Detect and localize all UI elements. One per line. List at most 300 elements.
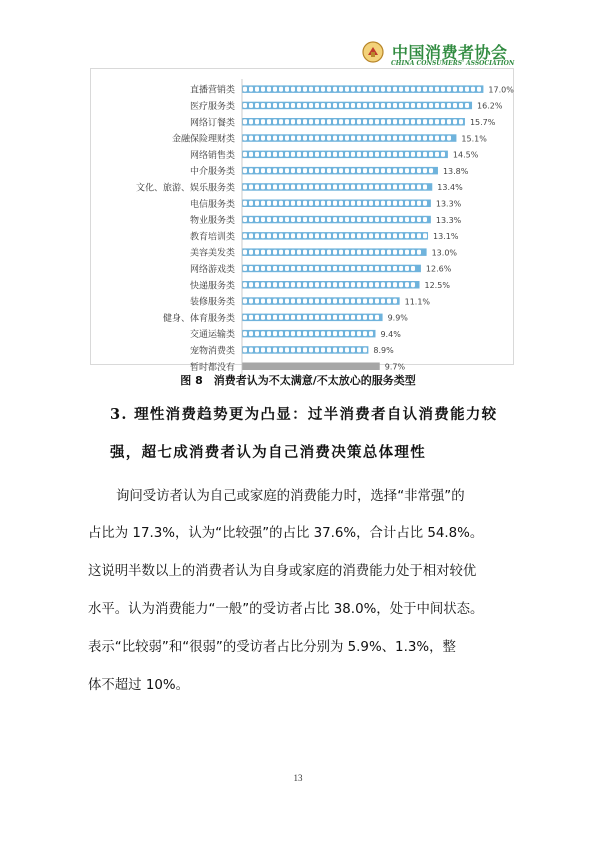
- category-label: 金融保险理财类: [171, 134, 235, 145]
- bar-pattern-cell: [315, 136, 319, 141]
- bar-pattern-cell: [363, 201, 367, 206]
- bar-pattern-cell: [369, 185, 373, 190]
- bar-pattern-cell: [333, 217, 337, 222]
- bar-pattern-cell: [351, 250, 355, 255]
- bar-pattern-cell: [381, 299, 385, 304]
- bar-pattern-cell: [285, 87, 289, 92]
- bar-pattern-cell: [267, 331, 271, 336]
- bar-pattern-cell: [423, 87, 427, 92]
- bar-pattern-cell: [393, 250, 397, 255]
- bar-pattern-cell: [399, 103, 403, 108]
- bar-pattern-cell: [417, 168, 421, 173]
- bar-pattern-cell: [309, 201, 313, 206]
- bar-pattern-cell: [279, 233, 283, 238]
- bar-pattern-cell: [387, 250, 391, 255]
- body-line-3: 这说明半数以上的消费者认为自身或家庭的消费能力处于相对较优: [88, 564, 477, 579]
- bar-pattern-cell: [411, 87, 415, 92]
- bar-pattern-cell: [261, 119, 265, 124]
- bar-pattern-cell: [297, 136, 301, 141]
- category-label: 宠物消费类: [189, 346, 235, 357]
- bar-pattern-cell: [429, 87, 433, 92]
- bar-pattern-cell: [321, 185, 325, 190]
- bar-pattern-cell: [291, 233, 295, 238]
- bar-pattern-cell: [369, 87, 373, 92]
- bar-pattern-cell: [459, 119, 463, 124]
- bar-pattern-cell: [273, 152, 277, 157]
- bar-pattern-cell: [297, 315, 301, 320]
- bar-pattern-cell: [243, 233, 247, 238]
- bar-pattern-cell: [315, 282, 319, 287]
- bar-pattern-cell: [333, 282, 337, 287]
- bar-pattern-cell: [381, 87, 385, 92]
- bar-pattern-cell: [363, 152, 367, 157]
- bar-pattern-cell: [423, 119, 427, 124]
- bar-pattern-cell: [249, 299, 253, 304]
- bar-pattern-cell: [273, 217, 277, 222]
- bar-pattern-cell: [327, 87, 331, 92]
- bar-pattern-cell: [411, 168, 415, 173]
- bar-pattern-cell: [315, 152, 319, 157]
- bar-pattern-cell: [303, 217, 307, 222]
- bar-pattern-cell: [345, 315, 349, 320]
- value-label: 13.0%: [431, 248, 458, 258]
- bar-pattern-cell: [357, 136, 361, 141]
- bar-pattern-cell: [411, 217, 415, 222]
- bar-pattern-cell: [339, 282, 343, 287]
- bar-pattern-cell: [417, 233, 421, 238]
- bar-pattern-cell: [291, 299, 295, 304]
- bar-pattern-cell: [333, 136, 337, 141]
- bar-pattern-cell: [351, 217, 355, 222]
- bar-pattern-cell: [387, 201, 391, 206]
- bar-pattern-cell: [351, 87, 355, 92]
- bar-pattern-cell: [339, 266, 343, 271]
- bar-pattern-cell: [399, 282, 403, 287]
- chart-frame: [90, 68, 514, 373]
- category-label: 网络游戏类: [189, 264, 235, 275]
- bar-pattern-cell: [351, 168, 355, 173]
- bar-pattern-cell: [333, 201, 337, 206]
- bar-pattern-cell: [255, 266, 259, 271]
- bar-pattern-cell: [285, 266, 289, 271]
- bar-pattern-cell: [393, 152, 397, 157]
- bar-pattern-cell: [321, 168, 325, 173]
- bar-pattern-cell: [291, 185, 295, 190]
- bar-pattern-cell: [321, 250, 325, 255]
- bar-pattern-cell: [417, 217, 421, 222]
- bar-pattern-cell: [321, 331, 325, 336]
- bar-pattern-cell: [387, 152, 391, 157]
- body-line-4: 水平。认为消费能力“一般”的受访者占比 38.0%，处于中间状态。: [88, 602, 484, 617]
- bar-pattern-cell: [399, 217, 403, 222]
- bar-pattern-cell: [243, 119, 247, 124]
- bar-pattern-cell: [435, 103, 439, 108]
- bar-pattern-cell: [261, 348, 265, 353]
- bar-pattern-cell: [255, 185, 259, 190]
- bar-pattern-cell: [279, 315, 283, 320]
- bar-pattern-cell: [411, 136, 415, 141]
- bar-pattern-cell: [423, 185, 427, 190]
- section-heading-line-1: 3. 理性消费趋势更为凸显：过半消费者自认消费能力较: [110, 406, 498, 423]
- bar-pattern-cell: [297, 299, 301, 304]
- bar-pattern-cell: [249, 233, 253, 238]
- bar-pattern-cell: [279, 87, 283, 92]
- bar-pattern-cell: [369, 103, 373, 108]
- bar-pattern-cell: [405, 152, 409, 157]
- bar-pattern-cell: [345, 119, 349, 124]
- category-label: 装修服务类: [189, 297, 235, 308]
- bar-pattern-cell: [363, 331, 367, 336]
- bar-pattern-cell: [429, 103, 433, 108]
- bar-pattern-cell: [339, 103, 343, 108]
- bar-pattern-cell: [267, 233, 271, 238]
- bar-pattern-cell: [243, 266, 247, 271]
- bar-pattern-cell: [423, 168, 427, 173]
- bar-pattern-cell: [405, 266, 409, 271]
- bar-pattern-cell: [309, 119, 313, 124]
- figure-caption: 图 8 消费者认为不太满意/不太放心的服务类型: [180, 374, 416, 387]
- bar-pattern-cell: [405, 136, 409, 141]
- bar-pattern-cell: [363, 217, 367, 222]
- bar-pattern-cell: [321, 103, 325, 108]
- bar-pattern-cell: [381, 103, 385, 108]
- category-label: 快递服务类: [189, 281, 235, 292]
- bar-pattern-cell: [315, 168, 319, 173]
- bar-pattern-cell: [297, 331, 301, 336]
- bar-pattern-cell: [399, 87, 403, 92]
- bar-pattern-cell: [297, 168, 301, 173]
- bar-pattern-cell: [309, 266, 313, 271]
- bar-pattern-cell: [321, 136, 325, 141]
- bar-pattern-cell: [441, 119, 445, 124]
- bar-pattern-cell: [363, 299, 367, 304]
- bar-pattern-cell: [375, 136, 379, 141]
- bar-pattern-cell: [339, 119, 343, 124]
- bar-pattern-cell: [363, 168, 367, 173]
- bar-pattern-cell: [369, 152, 373, 157]
- bar-pattern-cell: [429, 168, 433, 173]
- bar-pattern-cell: [351, 136, 355, 141]
- bar-pattern-cell: [333, 152, 337, 157]
- bar-pattern-cell: [267, 201, 271, 206]
- bar-pattern-cell: [315, 233, 319, 238]
- bar-pattern-cell: [369, 168, 373, 173]
- bar-pattern-cell: [291, 152, 295, 157]
- bar-pattern-cell: [387, 103, 391, 108]
- bar-pattern-cell: [285, 152, 289, 157]
- bar-pattern-cell: [411, 201, 415, 206]
- bar-pattern-cell: [261, 152, 265, 157]
- bar-pattern-cell: [309, 282, 313, 287]
- category-label: 网络订餐类: [189, 118, 235, 129]
- bar-pattern-cell: [405, 201, 409, 206]
- bar-pattern-cell: [411, 185, 415, 190]
- bar-pattern-cell: [345, 233, 349, 238]
- bar-pattern-cell: [291, 217, 295, 222]
- bar-pattern-cell: [255, 315, 259, 320]
- bar-pattern-cell: [351, 266, 355, 271]
- bar-pattern-cell: [297, 201, 301, 206]
- bar-pattern-cell: [249, 201, 253, 206]
- bar-pattern-cell: [333, 185, 337, 190]
- bar-pattern-cell: [375, 250, 379, 255]
- category-label: 网络销售类: [189, 150, 235, 161]
- bar-pattern-cell: [333, 315, 337, 320]
- bar-pattern-cell: [249, 168, 253, 173]
- bar-pattern-cell: [315, 87, 319, 92]
- bar-pattern-cell: [363, 250, 367, 255]
- bar-pattern-cell: [399, 119, 403, 124]
- bar-pattern-cell: [399, 152, 403, 157]
- bar-pattern-cell: [351, 315, 355, 320]
- value-label: 15.1%: [461, 134, 487, 144]
- bar-pattern-cell: [393, 282, 397, 287]
- org-name-en: CHINA CONSUMERS' ASSOCIATION: [391, 60, 515, 67]
- bar-pattern-cell: [273, 266, 277, 271]
- bar-pattern-cell: [261, 250, 265, 255]
- bar-pattern-cell: [321, 217, 325, 222]
- bar-pattern-cell: [297, 217, 301, 222]
- bar-pattern-cell: [327, 217, 331, 222]
- value-label: 17.0%: [488, 85, 514, 95]
- category-label: 教育培训类: [189, 232, 235, 243]
- bar-pattern-cell: [435, 136, 439, 141]
- category-label: 直播营销类: [189, 85, 235, 96]
- bar-pattern-cell: [255, 201, 259, 206]
- bar-pattern-cell: [279, 168, 283, 173]
- bar-pattern-cell: [411, 103, 415, 108]
- bar-pattern-cell: [357, 152, 361, 157]
- bar-pattern-cell: [363, 348, 367, 353]
- bar-pattern-cell: [375, 315, 379, 320]
- bar-pattern-cell: [315, 185, 319, 190]
- bar-pattern-cell: [363, 136, 367, 141]
- bar-pattern-cell: [447, 119, 451, 124]
- bar-pattern-cell: [291, 348, 295, 353]
- bar-pattern-cell: [243, 250, 247, 255]
- bar-pattern-cell: [387, 136, 391, 141]
- bar-pattern-cell: [381, 136, 385, 141]
- bar-pattern-cell: [399, 136, 403, 141]
- bar-pattern-cell: [351, 282, 355, 287]
- bar-pattern-cell: [249, 136, 253, 141]
- bar-pattern-cell: [447, 87, 451, 92]
- bar-pattern-cell: [405, 87, 409, 92]
- bar-pattern-cell: [267, 348, 271, 353]
- page-number: 13: [293, 773, 303, 783]
- body-line-2: 占比为 17.3%，认为“比较强”的占比 37.6%，合计占比 54.8%。: [88, 526, 484, 541]
- bar-pattern-cell: [345, 331, 349, 336]
- bar-pattern-cell: [321, 299, 325, 304]
- bar-pattern-cell: [417, 185, 421, 190]
- bar-pattern-cell: [447, 103, 451, 108]
- bar-pattern-cell: [261, 266, 265, 271]
- bar-pattern-cell: [393, 217, 397, 222]
- bar-pattern-cell: [297, 282, 301, 287]
- bar-pattern-cell: [303, 315, 307, 320]
- bar-pattern-cell: [393, 168, 397, 173]
- bar-pattern-cell: [267, 266, 271, 271]
- bar-pattern-cell: [297, 103, 301, 108]
- bar-pattern-cell: [369, 136, 373, 141]
- bar-pattern-cell: [267, 136, 271, 141]
- category-label: 电信服务类: [189, 199, 235, 210]
- bar-pattern-cell: [417, 152, 421, 157]
- bar-pattern-cell: [255, 331, 259, 336]
- bar-pattern-cell: [321, 266, 325, 271]
- bar-pattern-cell: [255, 103, 259, 108]
- bar-pattern-cell: [387, 217, 391, 222]
- bar-pattern-cell: [279, 331, 283, 336]
- bar-pattern-cell: [273, 201, 277, 206]
- org-name-cn: 中国消费者协会: [392, 43, 508, 62]
- bar-pattern-cell: [273, 331, 277, 336]
- bar-pattern-cell: [291, 103, 295, 108]
- bar-pattern-cell: [327, 136, 331, 141]
- category-label: 美容美发类: [189, 248, 235, 259]
- bar-pattern-cell: [375, 103, 379, 108]
- bar-pattern-cell: [285, 282, 289, 287]
- bar-pattern-cell: [351, 299, 355, 304]
- bar-pattern-cell: [351, 331, 355, 336]
- bar-pattern-cell: [351, 233, 355, 238]
- bar-pattern-cell: [423, 217, 427, 222]
- bar-pattern-cell: [417, 250, 421, 255]
- bar-pattern-cell: [297, 266, 301, 271]
- bar-pattern-cell: [363, 87, 367, 92]
- bar-pattern-cell: [321, 282, 325, 287]
- bar-pattern-cell: [279, 119, 283, 124]
- bar-pattern-cell: [345, 217, 349, 222]
- cca-logo: [360, 39, 570, 69]
- bar-pattern-cell: [423, 201, 427, 206]
- bar-pattern-cell: [327, 348, 331, 353]
- bar-pattern-cell: [273, 282, 277, 287]
- bar-pattern-cell: [279, 201, 283, 206]
- bar-pattern-cell: [321, 315, 325, 320]
- bar-pattern-cell: [249, 103, 253, 108]
- bar-pattern-cell: [357, 331, 361, 336]
- bar-pattern-cell: [291, 168, 295, 173]
- bar-pattern-cell: [399, 201, 403, 206]
- bar-pattern-cell: [303, 185, 307, 190]
- bar-pattern-cell: [243, 315, 247, 320]
- bar-pattern-cell: [333, 168, 337, 173]
- bar-pattern-cell: [429, 152, 433, 157]
- bar-pattern-cell: [387, 282, 391, 287]
- bar-pattern-cell: [399, 185, 403, 190]
- bar-pattern-cell: [273, 168, 277, 173]
- bar-pattern-cell: [339, 87, 343, 92]
- bar-pattern-cell: [291, 331, 295, 336]
- bar-pattern-cell: [279, 299, 283, 304]
- bar-pattern-cell: [321, 233, 325, 238]
- bar-pattern-cell: [417, 201, 421, 206]
- bar-pattern-cell: [393, 103, 397, 108]
- bar-pattern-cell: [297, 348, 301, 353]
- bar-pattern-cell: [333, 331, 337, 336]
- category-label: 物业服务类: [189, 216, 235, 227]
- bar-pattern-cell: [369, 233, 373, 238]
- bar-pattern-cell: [411, 266, 415, 271]
- bar-pattern-cell: [333, 87, 337, 92]
- bar-pattern-cell: [309, 152, 313, 157]
- bar-pattern-cell: [423, 103, 427, 108]
- bar-pattern-cell: [327, 233, 331, 238]
- bar-pattern-cell: [393, 136, 397, 141]
- value-label: 13.3%: [435, 215, 462, 225]
- bar-pattern-cell: [309, 217, 313, 222]
- bar-pattern-cell: [345, 136, 349, 141]
- bar-pattern-cell: [429, 119, 433, 124]
- bar-pattern-cell: [369, 217, 373, 222]
- bar-pattern-cell: [261, 185, 265, 190]
- bar-pattern-cell: [363, 233, 367, 238]
- bar-pattern-cell: [327, 266, 331, 271]
- bar-pattern-cell: [393, 87, 397, 92]
- bar-pattern-cell: [273, 119, 277, 124]
- bar-pattern-cell: [303, 136, 307, 141]
- bar-pattern-cell: [243, 185, 247, 190]
- bar-pattern-cell: [327, 152, 331, 157]
- bar-pattern-cell: [357, 299, 361, 304]
- bar-pattern-cell: [321, 201, 325, 206]
- bar-pattern-cell: [303, 250, 307, 255]
- bar-pattern-cell: [303, 331, 307, 336]
- bar-pattern-cell: [393, 266, 397, 271]
- bar-pattern-cell: [387, 168, 391, 173]
- bar-pattern-cell: [363, 282, 367, 287]
- bar-pattern-cell: [375, 87, 379, 92]
- bar-pattern-cell: [249, 185, 253, 190]
- bar-pattern-cell: [381, 250, 385, 255]
- bar-pattern-cell: [273, 136, 277, 141]
- bar-pattern-cell: [375, 168, 379, 173]
- bar-pattern-cell: [405, 119, 409, 124]
- bar-pattern-cell: [315, 299, 319, 304]
- bar-pattern-cell: [285, 348, 289, 353]
- bar-pattern-cell: [345, 299, 349, 304]
- bar-pattern-cell: [471, 87, 475, 92]
- bar-pattern-cell: [273, 233, 277, 238]
- bar-pattern-cell: [405, 250, 409, 255]
- bar-pattern-cell: [297, 152, 301, 157]
- bar-pattern-cell: [255, 119, 259, 124]
- bar-pattern-cell: [267, 282, 271, 287]
- category-label: 医疗服务类: [189, 101, 235, 112]
- bar-pattern-cell: [333, 103, 337, 108]
- bar-pattern-cell: [339, 348, 343, 353]
- bar-pattern-cell: [315, 217, 319, 222]
- bar-pattern-cell: [309, 331, 313, 336]
- bar-pattern-cell: [297, 250, 301, 255]
- bar-pattern-cell: [447, 136, 451, 141]
- bar-pattern-cell: [381, 168, 385, 173]
- bar-pattern-cell: [261, 201, 265, 206]
- bar-pattern-cell: [405, 103, 409, 108]
- bar-pattern-cell: [285, 315, 289, 320]
- bar-pattern-cell: [273, 315, 277, 320]
- bar-pattern-cell: [321, 348, 325, 353]
- bar-pattern-cell: [303, 282, 307, 287]
- bar-pattern-cell: [459, 87, 463, 92]
- bar-pattern-cell: [327, 331, 331, 336]
- bar-pattern-cell: [369, 201, 373, 206]
- bar-pattern-cell: [333, 299, 337, 304]
- bar-pattern-cell: [243, 201, 247, 206]
- bar-pattern-cell: [399, 233, 403, 238]
- bar-pattern-cell: [315, 119, 319, 124]
